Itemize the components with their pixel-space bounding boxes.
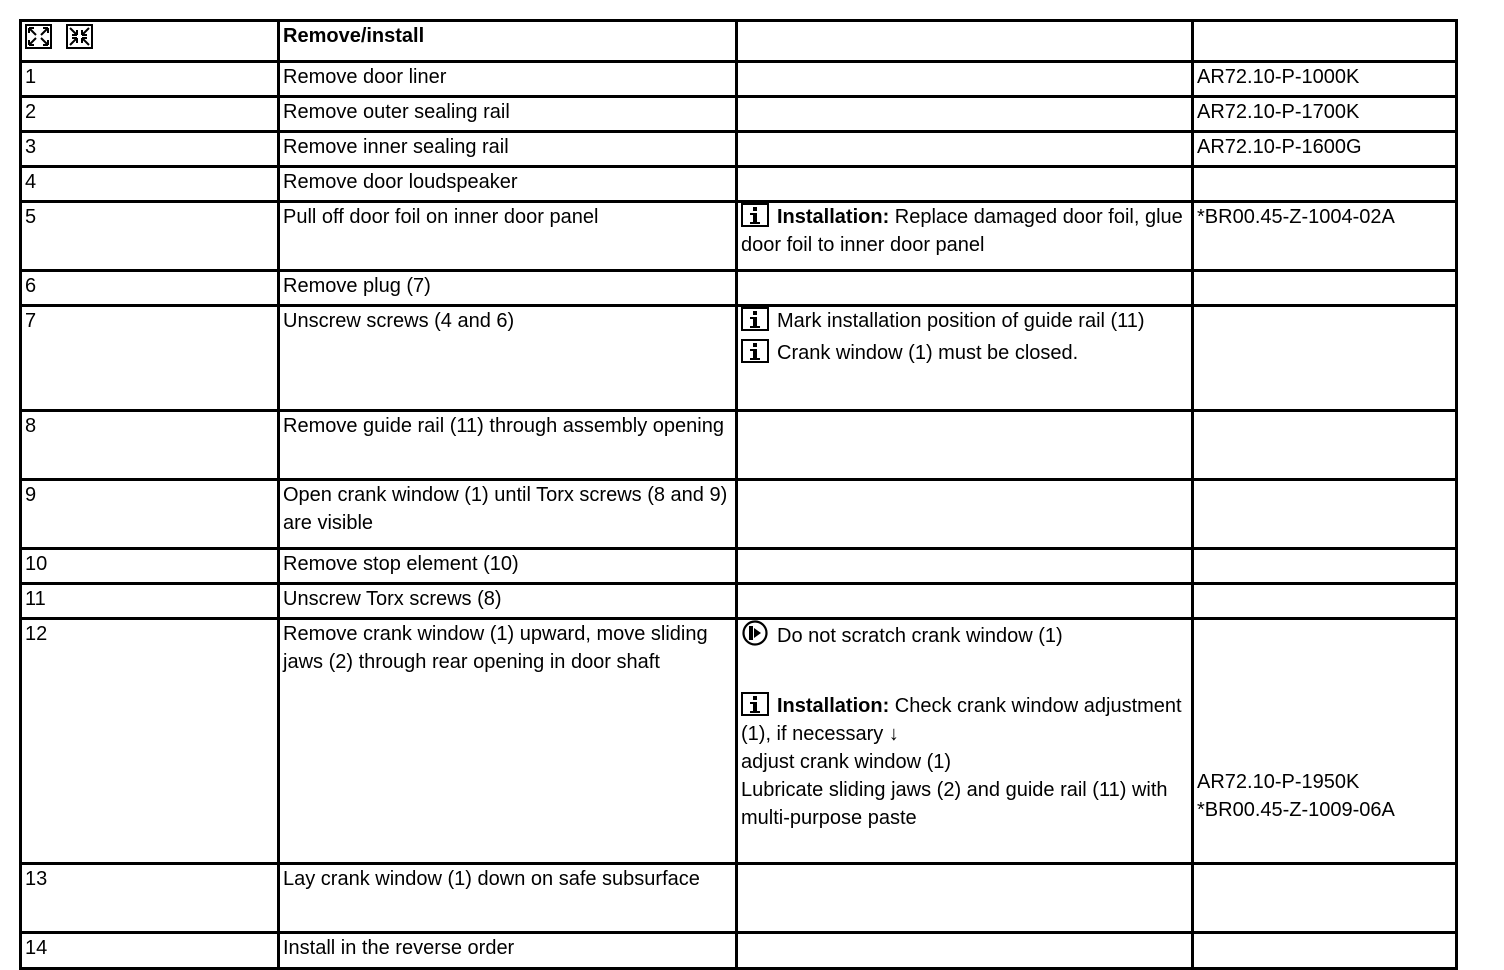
info-icon [741, 203, 769, 227]
step-notes [737, 62, 1193, 97]
step-number: 14 [21, 933, 279, 969]
note-label: Installation: [777, 695, 890, 717]
step-ref [1193, 306, 1457, 411]
info-note [741, 339, 1188, 367]
expand-icon[interactable] [25, 24, 52, 49]
step-ref [1193, 584, 1457, 619]
step-number: 1 [21, 62, 279, 97]
step-notes [737, 97, 1193, 132]
step-notes [737, 132, 1193, 167]
step-notes [737, 167, 1193, 202]
step-ref [1193, 619, 1457, 864]
header-row [21, 21, 1457, 62]
step-action: Remove outer sealing rail [279, 97, 737, 132]
step-ref [1193, 271, 1457, 306]
step-notes [737, 619, 1193, 864]
step-action: Remove door liner [279, 62, 737, 97]
step-notes [737, 411, 1193, 480]
note-text: adjust crank window (1) [741, 751, 952, 773]
step-action: Lay crank window (1) down on safe subsurface [279, 864, 737, 933]
step-action: Remove crank window (1) upward, move sliding jaws (2) through rear opening in door shaft [279, 619, 737, 864]
step-number: 4 [21, 167, 279, 202]
info-icon [741, 307, 769, 331]
header-notes-cell [737, 21, 1193, 62]
step-action: Remove door loudspeaker [279, 167, 737, 202]
table-row [21, 132, 1457, 167]
step-number: 10 [21, 549, 279, 584]
table-row [21, 549, 1457, 584]
step-number: 11 [21, 584, 279, 619]
step-ref [1193, 864, 1457, 933]
step-action: Open crank window (1) until Torx screws (8 and 9) are visible [279, 480, 737, 549]
note-text: Do not scratch crank window (1) [777, 625, 1063, 647]
step-ref [1193, 411, 1457, 480]
procedure-table [19, 19, 1458, 970]
note-text: Lubricate sliding jaws (2) and guide rail (11) with multi-purpose paste [741, 779, 1168, 829]
step-ref-link[interactable]: *BR00.45-Z-1009-06A [1197, 799, 1395, 821]
table-row [21, 619, 1457, 864]
header-title: Remove/install [279, 21, 737, 62]
table-row [21, 202, 1457, 271]
step-ref[interactable]: AR72.10-P-1000K [1193, 62, 1457, 97]
step-number: 8 [21, 411, 279, 480]
step-ref [1193, 933, 1457, 969]
step-ref [1193, 167, 1457, 202]
note-text: Replace damaged door foil, glue door foil to inner door panel [741, 206, 1183, 256]
step-number: 5 [21, 202, 279, 271]
step-action: Remove stop element (10) [279, 549, 737, 584]
note-label: Installation: [777, 206, 890, 228]
collapse-icon[interactable] [66, 24, 93, 49]
step-notes [737, 864, 1193, 933]
step-ref [1193, 480, 1457, 549]
caution-note [741, 620, 1188, 650]
step-notes [737, 480, 1193, 549]
step-number: 12 [21, 619, 279, 864]
step-notes [737, 202, 1193, 271]
step-action: Pull off door foil on inner door panel [279, 202, 737, 271]
step-action: Install in the reverse order [279, 933, 737, 969]
step-notes [737, 306, 1193, 411]
table-row [21, 271, 1457, 306]
note-text: Mark installation position of guide rail (11) [777, 310, 1145, 332]
header-refs-cell [1193, 21, 1457, 62]
step-action: Unscrew Torx screws (8) [279, 584, 737, 619]
installation-note [741, 203, 1188, 259]
installation-note [741, 692, 1188, 748]
table-row [21, 411, 1457, 480]
step-notes [737, 549, 1193, 584]
table-row [21, 584, 1457, 619]
header-icons-cell [21, 21, 279, 62]
step-action: Unscrew screws (4 and 6) [279, 306, 737, 411]
step-action: Remove plug (7) [279, 271, 737, 306]
table-row [21, 62, 1457, 97]
step-notes [737, 271, 1193, 306]
step-ref[interactable]: AR72.10-P-1600G [1193, 132, 1457, 167]
caution-icon [741, 620, 769, 646]
step-ref[interactable]: *BR00.45-Z-1004-02A [1193, 202, 1457, 271]
table-row [21, 167, 1457, 202]
step-ref [1193, 549, 1457, 584]
step-notes [737, 584, 1193, 619]
info-icon [741, 339, 769, 363]
table-row [21, 933, 1457, 969]
table-row [21, 480, 1457, 549]
step-ref[interactable]: AR72.10-P-1700K [1193, 97, 1457, 132]
table-row [21, 97, 1457, 132]
step-number: 9 [21, 480, 279, 549]
info-icon [741, 692, 769, 716]
step-ref-link[interactable]: AR72.10-P-1950K [1197, 771, 1360, 793]
step-number: 13 [21, 864, 279, 933]
step-number: 6 [21, 271, 279, 306]
info-note [741, 307, 1188, 335]
step-number: 2 [21, 97, 279, 132]
step-number: 3 [21, 132, 279, 167]
step-action: Remove inner sealing rail [279, 132, 737, 167]
note-text: Check crank window adjustment (1), if necessary ↓ [741, 695, 1182, 745]
note-text: Crank window (1) must be closed. [777, 342, 1079, 364]
table-row [21, 864, 1457, 933]
step-number: 7 [21, 306, 279, 411]
table-row [21, 306, 1457, 411]
step-notes [737, 933, 1193, 969]
step-action: Remove guide rail (11) through assembly opening [279, 411, 737, 480]
